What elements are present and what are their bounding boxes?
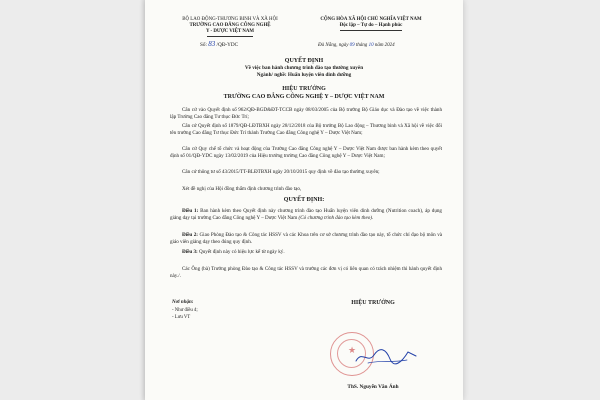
basis-paragraph-5: Xét đề nghị của Hội đồng thẩm định chương trình đào tạo, xyxy=(182,186,302,192)
article-2: Điều 2: Giao Phòng Đào tạo & Công tác HSSV và các Khoa trên cơ sở chương trình đào tạo này, tổ chức chỉ đạo bộ môn và giáo viên giảng dạy theo đúng quy định. xyxy=(170,232,442,246)
decision-major: Ngành/ nghề: Huấn luyện viên dinh dưỡng xyxy=(256,72,352,78)
closing-paragraph: Các Ông (bà) Trưởng phòng Đào tạo & Công tác HSSV và trưởng các đơn vị có liên quan có trách nhiệm thi hành quyết định này./. xyxy=(170,266,442,280)
article-1: Điều 1: Ban hành kèm theo Quyết định này chương trình đào tạo Huấn luyện viên dinh dưỡng (Nutrition coach), áp dụng giảng dạy tại trường Cao đẳng Công nghệ Y – Dược Việt Nam (Có chương trình đào tạo kèm theo). xyxy=(170,208,442,222)
national-motto: Độc lập – Tự do – Hạnh phúc xyxy=(339,23,403,28)
basis-paragraph-2: Căn cứ Quyết định số 1879/QĐ-LĐTBXH ngày 28/12/2018 của Bộ trưởng Bộ Lao động – Thương binh và Xã hội về việc đổi tên trường Cao đẳng Tư thục Đức Trí thành Trường Cao đẳng Công nghệ Y – Dược Việt Nam; xyxy=(170,123,442,137)
official-seal: ★ xyxy=(330,332,374,376)
authority-role: HIỆU TRƯỞNG xyxy=(282,86,326,92)
school-name-line2: Y - DƯỢC VIỆT NAM xyxy=(205,29,255,34)
decision-title: QUYẾT ĐỊNH xyxy=(284,58,324,64)
document-number: Số: 83 /QĐ-YDC xyxy=(200,40,239,48)
republic-name: CỘNG HÒA XÃ HỘI CHỦ NGHĨA VIỆT NAM xyxy=(320,17,422,22)
decision-subject: Về việc ban hành chương trình đào tạo thường xuyên xyxy=(244,65,364,71)
school-name-line1: TRƯỜNG CAO ĐẲNG CÔNG NGHỆ xyxy=(189,23,271,28)
signature-role: HIỆU TRƯỞNG xyxy=(351,300,395,306)
basis-paragraph-1: Căn cứ vào Quyết định số 962/QĐ-BGD&ĐT-TCCB ngày 08/03/2005 của Bộ trưởng Bộ Giáo dục và Đào tạo về việc thành lập Trường Cao đẳng Tư thục Đức Trí; xyxy=(170,107,442,121)
recipients-heading: Nơi nhận: xyxy=(172,300,194,305)
handwritten-signature xyxy=(352,346,422,368)
header-underline-right xyxy=(340,30,402,31)
header-underline-left xyxy=(207,36,253,37)
ministry-name: BỘ LAO ĐỘNG-THƯƠNG BINH VÀ XÃ HỘI xyxy=(182,17,278,22)
recipient-item: - Lưu VT xyxy=(172,315,191,320)
basis-paragraph-4: Căn cứ thông tư số 43/2015/TT-BLĐTBXH ngày 20/10/2015 quy định về đào tạo thường xuyên; xyxy=(182,169,380,175)
authority-school: TRƯỜNG CAO ĐẲNG CÔNG NGHỆ Y – DƯỢC VIỆT NAM xyxy=(223,94,385,100)
signer-name: ThS. Nguyễn Văn Ánh xyxy=(347,384,399,390)
basis-paragraph-3: Căn cứ Quy chế tổ chức và hoạt động của Trường Cao đẳng Công nghệ Y – Dược Việt Nam được ban hành kèm theo quyết định số 01/QĐ-YDC ngày 13/02/2019 của Hiệu trưởng trường Cao đẳng Công nghệ Y – Dược Việt Nam; xyxy=(170,146,442,160)
document-date: Đà Nẵng, ngày 09 tháng 10 năm 2024 xyxy=(318,43,395,48)
decides-heading: QUYẾT ĐỊNH: xyxy=(283,197,325,203)
article-3: Điều 3: Quyết định này có hiệu lực kể từ ngày ký. xyxy=(182,249,285,255)
recipient-item: - Như điều 4; xyxy=(172,308,198,313)
